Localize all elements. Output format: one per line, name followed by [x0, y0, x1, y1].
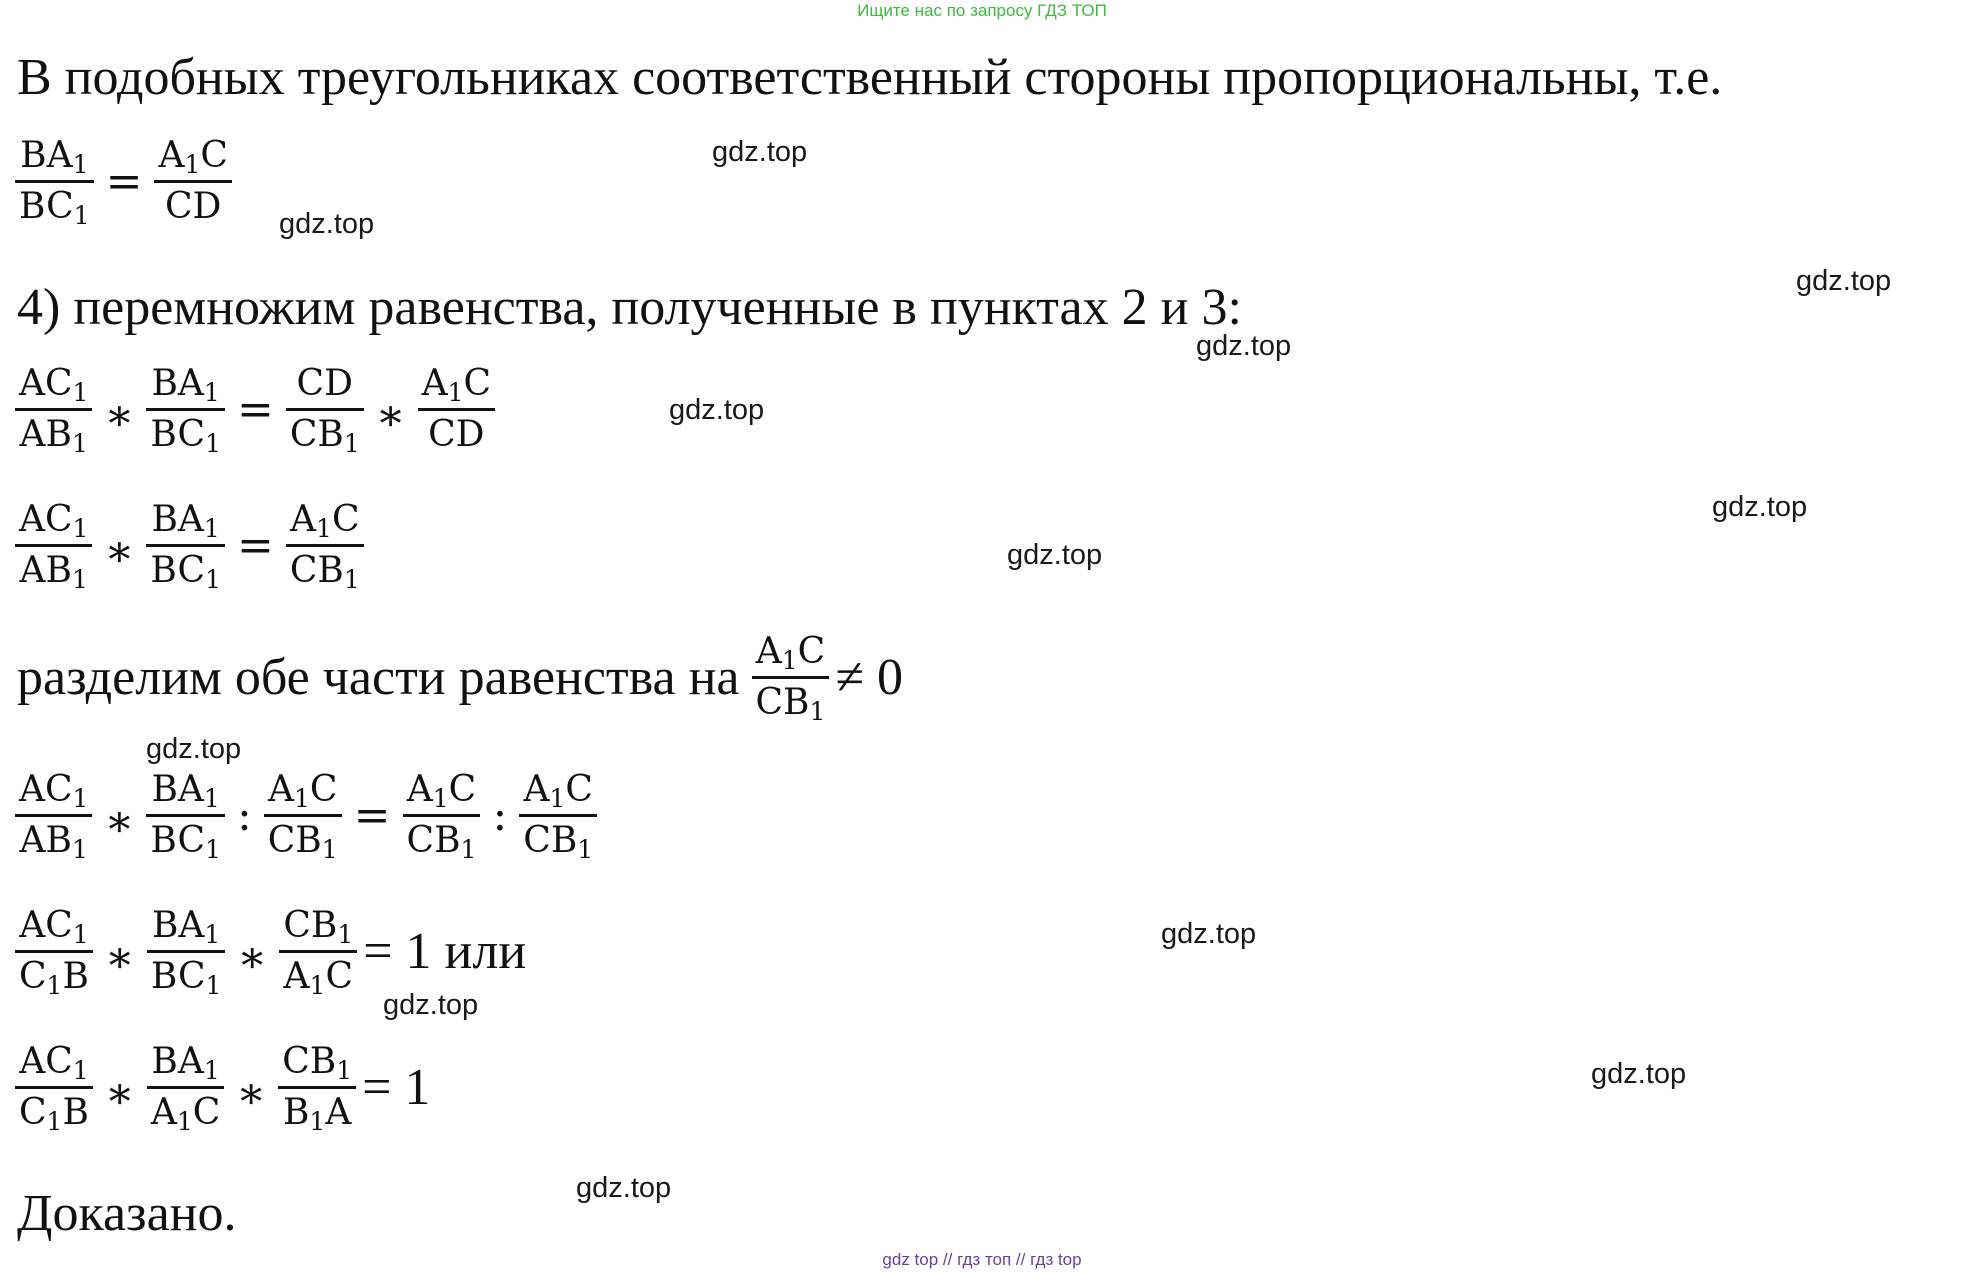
equation-product: $\frac{AC_1}{AB_1}$ ∗ $\frac{BA_1}{BC_1}$ = $\frac{CD}{CB_1}$ ∗ $\frac{A_1C}{CD}$ [15, 364, 495, 455]
watermark: gdz.top [279, 208, 375, 240]
watermark: gdz.top [576, 1172, 672, 1204]
equals-one: = 1 [362, 1059, 431, 1116]
watermark: gdz.top [146, 733, 242, 765]
watermark: gdz.top [669, 394, 765, 426]
divide-text: разделим обе части равенства на [17, 648, 740, 706]
equation-equals-one-or: $\frac{AC_1}{C_1B}$ ∗ $\frac{BA_1}{BC_1}$ ∗ $\frac{CB_1}{A_1C}$ = 1 или [15, 906, 526, 997]
text-line-divide: разделим обе части равенства на $\frac{A_1C}{CB_1}$ ≠ 0 [17, 631, 903, 726]
watermark: gdz.top [1196, 330, 1292, 362]
text-line-multiply: 4) перемножим равенства, полученные в пунктах 2 и 3: [17, 279, 1242, 336]
text-line-similar-triangles: В подобных треугольниках соответственный стороны пропорциональны, т.е. [17, 49, 1723, 106]
equation-proportion: $\frac{BA_1}{BC_1}$ = $\frac{A_1C}{CD}$ [15, 136, 232, 227]
equation-final: $\frac{AC_1}{C_1B}$ ∗ $\frac{BA_1}{A_1C}$ ∗ $\frac{CB_1}{B_1A}$ = 1 [15, 1042, 430, 1133]
watermark: gdz.top [1712, 491, 1808, 523]
top-banner[interactable]: Ищите нас по запросу ГДЗ ТОП [857, 1, 1107, 20]
fraction: $\frac{BA_1}{BC_1}$ [15, 136, 94, 227]
fraction: $\frac{A_1C}{CD}$ [154, 136, 231, 227]
watermark: gdz.top [1007, 539, 1103, 571]
not-zero: ≠ 0 [835, 649, 903, 706]
watermark: gdz.top [1796, 265, 1892, 297]
watermark: gdz.top [383, 989, 479, 1021]
equation-divided: $\frac{AC_1}{AB_1}$ ∗ $\frac{BA_1}{BC_1}$ : $\frac{A_1C}{CB_1}$ = $\frac{A_1C}{CB_1}$ : $\frac{A_1C}{CB_1}$ [15, 770, 597, 861]
watermark: gdz.top [712, 136, 808, 168]
watermark: gdz.top [1161, 918, 1257, 950]
bottom-banner-links[interactable]: gdz top // гдз топ // гдз top [882, 1250, 1082, 1269]
watermark: gdz.top [1591, 1058, 1687, 1090]
equals-one-or: = 1 или [363, 923, 527, 980]
equation-simplified: $\frac{AC_1}{AB_1}$ ∗ $\frac{BA_1}{BC_1}$ = $\frac{A_1C}{CB_1}$ [15, 500, 364, 591]
text-proven: Доказано. [17, 1185, 237, 1242]
